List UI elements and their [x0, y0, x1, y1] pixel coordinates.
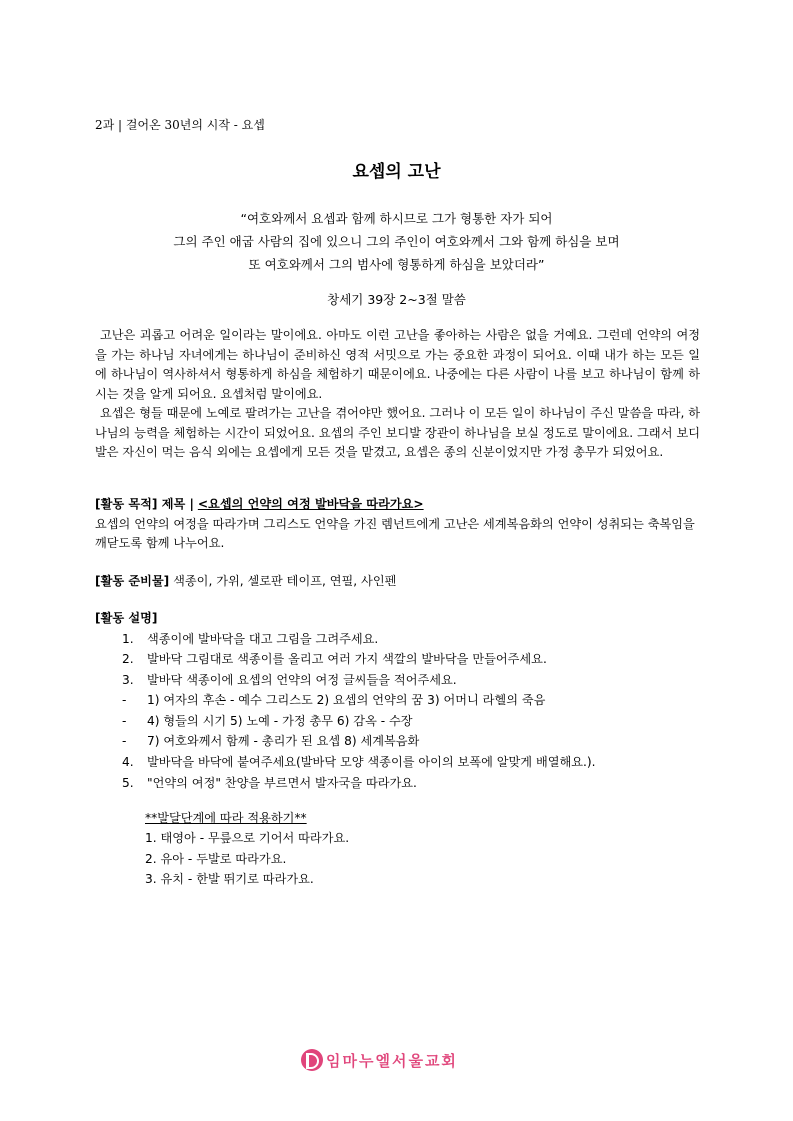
church-logo-text: 임마누엘서울교회: [326, 1051, 458, 1070]
verse-line-1: “여호와께서 요셉과 함께 하시므로 그가 형통한 자가 되어: [240, 211, 553, 226]
intro-text: [95, 326, 700, 463]
page-title: 요셉의 고난: [352, 162, 441, 182]
church-logo: [301, 1043, 458, 1077]
verse-line-2: 그의 주인 애굽 사람의 집에 있으니 그의 주인이 여호와께서 그와 함께 하심을 보며: [173, 234, 620, 249]
list-item: 1. 태영아 - 무릎으로 기어서 따라가요.: [145, 831, 350, 846]
activity-description-label: [활동 설명]: [95, 611, 158, 625]
development-stage-section: [145, 808, 349, 890]
lesson-header: 2과 | 걸어온 30년의 시작 - 요셉: [95, 118, 265, 132]
list-item: 2. 유아 - 두발로 따라가요.: [145, 851, 287, 866]
list-item: 1. 색종이에 발바닥을 대고 그림을 그려주세요.: [122, 631, 379, 646]
list-item: - 7) 여호와께서 함께 - 총리가 된 요셉 8) 세계복음화: [122, 734, 420, 749]
intro-paragraph-2: 요셉은 형들 때문에 노예로 팔려가는 고난을 겪어야만 했어요. 그러나 이 모든 일이 하나님이 주신 말씀을 따라, 하나님의 능력을 체험하는 시간이 되었어요. 요셉의 주인 보디발 장관이 하나님을 보실 정도로 말이에요. 그래서 보디발은 자신이 먹는 음식 외에는 요셉에게 모든 것을 맡겼고, 요셉은 종의 신분이었지만 가정 총무가 되었어요.: [95, 406, 700, 459]
list-item: 3. 유치 - 한발 뛰기로 따라가요.: [145, 872, 314, 887]
list-item: 4. 발바닥을 바닥에 붙여주세요(발바닥 모양 색종이를 아이의 보폭에 알맞게 배열해요.).: [122, 755, 596, 770]
activity-materials-text: 색종이, 가위, 셀로판 테이프, 연필, 사인펜: [173, 574, 397, 588]
church-logo-icon: [301, 1049, 323, 1071]
activity-purpose-text: 요셉의 언약의 여정을 따라가며 그리스도 언약을 가진 렘넌트에게 고난은 세계복음화의 언약이 성취되는 축복임을 깨닫도록 함께 나누어요.: [95, 516, 695, 550]
list-item: - 1) 여자의 후손 - 예수 그리스도 2) 요셉의 언약의 꿈 3) 어머니 라헬의 죽음: [122, 693, 546, 708]
bible-verse: [0, 207, 793, 276]
activity-purpose-label: [활동 목적] 제목 |: [95, 497, 194, 511]
development-stage-title: **발달단계에 따라 적용하기**: [145, 811, 307, 825]
list-item: 2. 발바닥 그림대로 색종이를 올리고 여러 가지 색깔의 발바닥을 만들어주세요.: [122, 652, 547, 667]
list-item: 3. 발바닥 색종이에 요셉의 언약의 여정 글씨들을 적어주세요.: [122, 672, 457, 687]
activity-title: <요셉의 언약의 여정 발바닥을 따라가요>: [197, 497, 424, 511]
activity-materials-section: [95, 572, 705, 592]
intro-paragraph-1: 고난은 괴롭고 어려운 일이라는 말이에요. 아마도 이런 고난을 좋아하는 사람은 없을 거예요. 그런데 언약의 여정을 가는 하나님 자녀에게는 하나님이 준비하신 영적 서밋으로 가는 중요한 과정이 되어요. 이때 내가 하는 모든 일에 하나님이 역사하셔서 형통하게 하심을 체험하기 때문이에요. 나중에는 다른 사람이 나를 보고 하나님이 함께 하시는 것을 알게 되어요. 요셉처럼 말이에요.: [95, 328, 700, 401]
verse-line-3: 또 여호와께서 그의 범사에 형통하게 하심을 보았더라”: [248, 257, 545, 272]
list-item: - 4) 형들의 시기 5) 노예 - 가정 총무 6) 감옥 - 수장: [122, 713, 413, 728]
list-item: 5. "언약의 여정" 찬양을 부르면서 발자국을 따라가요.: [122, 775, 417, 790]
activity-purpose-section: [95, 495, 705, 554]
verse-reference: 창세기 39장 2~3절 말씀: [327, 292, 466, 307]
activity-materials-label: [활동 준비물]: [95, 574, 170, 588]
activity-description-section: [95, 609, 705, 793]
